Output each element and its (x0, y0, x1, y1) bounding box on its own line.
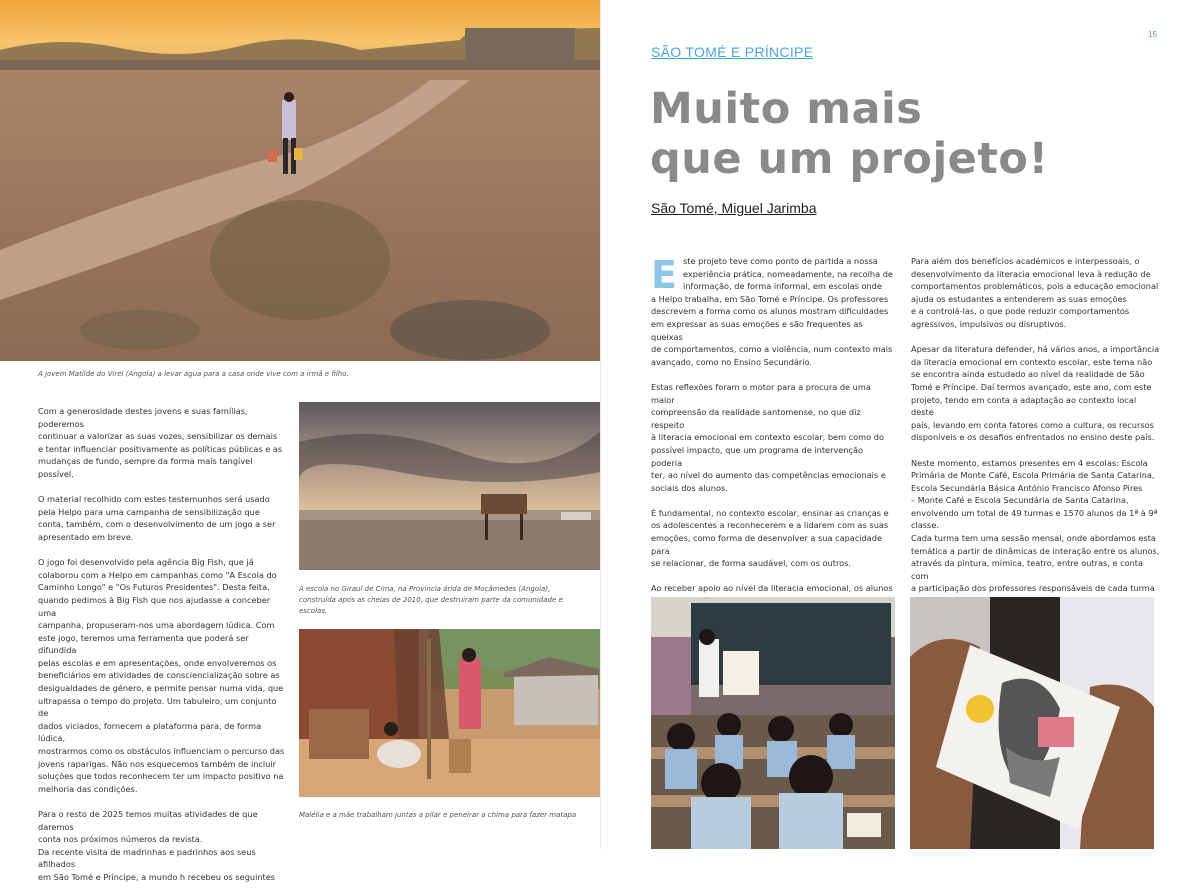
page-number: 15 (1148, 30, 1157, 39)
right-text-column (911, 255, 1161, 620)
paragraph: Para além dos benefícios académicos e interpessoais, o desenvolvimento da literacia emocional leva à redução de comportamentos problemáticos, pois a educação emocional ajuda os estudantes a entenderem as suas emoções e a controlá-las, o que pode reduzir comportamentos agressivos, impulsivos ou disruptivos. (911, 256, 1159, 329)
paragraph: Com a generosidade destes jovens e suas famílias, poderemos continuar a valorizar as suas vozes, sensibilizar os demais e tentar influenciar positivamente as políticas públicas e as mudanças de fundo, sempre da forma mais tangível possível. (38, 406, 283, 479)
page-title: Muito mais que um projeto! (650, 84, 1049, 184)
paragraph: O material recolhido com estes testemunhos será usado pela Helpo para uma campanha de sensibilização que conta, também, com o desenvolvimento de um jogo a ser apresentado em breve. (38, 494, 276, 542)
page-divider (600, 0, 601, 849)
top-landscape-photo (0, 0, 600, 361)
school-photo (299, 402, 600, 570)
top-photo-caption: A jovem Matilde do Virei (Angola) a levar água para a casa onde vive com a irmã e filho. (38, 370, 349, 378)
paragraph: É fundamental, no contexto escolar, ensinar as crianças e os adolescentes a reconhecerem e a lidarem com as suas emoções, como forma de desenvolver a sua capacidade para se relacionar, de forma saudável, com os outros. (651, 507, 889, 569)
school-photo-caption: A escola no Giraul de Cima, na Província árida de Moçâmedes (Angola), construída após as cheias de 2010, que destruíram parte da comunidade e escolas. (299, 585, 563, 615)
paragraph: Estas reflexões foram o motor para a procura de uma maior compreensão da realidade santomense, no que diz respeito à literacia emocional em contexto escolar, bem como do possível impacto, que um programa de intervenção poderia ter, ao nível do aumento das competências emocionais e sociais dos alunos. (651, 381, 886, 493)
left-text-column (38, 405, 288, 896)
author-line[interactable]: São Tomé, Miguel Jarimba (651, 200, 817, 216)
paragraph: Para o resto de 2025 temos muitas atividades de que daremos conta nos próximos números da revista. Da recente visita de madrinhas e padrinhos aos seus afilhados em São Tomé e Príncipe, a mundo h recebeu os seguintes (38, 809, 276, 882)
paragraph: O jogo foi desenvolvido pela agência Big Fish, que já colaborou com a Helpo em campanhas como "A Escola do Caminho Longo" e "Os Futuros Presidentes". Desta feita, quando pedimos à Big Fish que nos ajudasse a conceber uma campanha, propuseram-nos uma abordagem lúdica. Com este jogo, teremos uma ferramenta que poderá ser difundida pelas escolas e em apresentações, onde envolveremos os beneficiários em atividades de consciencialização sobre as desigualdades de género, e permite pensar numa vida, que ultrapassa o tempo do projeto. Um tabuleiro, um conjunto de dados viciados, fornecem a plataforma para, de forma lúdica, mostrarmos como os obstáculos influenciam o percurso das jovens raparigas. Não nos esquecemos também de incluir soluções que todos reconhecem ter um impacto positivo na melhoria das condições. (38, 557, 285, 794)
section-label[interactable]: SÃO TOMÉ E PRÍNCIPE (651, 44, 814, 60)
mother-photo-caption: Malélia e a mãe trabalham juntas a pilar e peneirar a chima para fazer matapa (299, 811, 577, 819)
classroom-photo (651, 597, 895, 849)
paragraph: Apesar da literatura defender, há vários anos, a importância da literacia emocional em contexto escolar, este tema não se encontra ainda estudado ao nível da realidade de São Tomé e Príncipe. Daí termos avançado, este ano, com este projeto, tendo em conta a adaptação ao contexto local deste país, levando em conta fatores como a cultura, os recursos disponíveis e os desafios enfrentados no ensino deste país. (911, 344, 1160, 443)
paragraph: Neste momento, estamos presentes em 4 escolas: Escola Primária de Monte Café, Escola Primária de Santa Catarina, Escola Secundária Básica António Francisco Afonso Pires – Monte Café e Escola Secundária de Santa Catarina, envolvendo um total de 49 turmas e 1570 alunos da 1ª à 9ª classe. Cada turma tem uma sessão mensal, onde abordamos esta temática a partir de dinâmicas de interação entre os alunos, através da pintura, mímica, teatro, entre outras, e conta com a participação dos professores responsáveis de cada turma (911, 457, 1160, 594)
paragraph: Ao receber apoio ao nível da literacia emocional, os alunos (651, 583, 893, 594)
dropcap: E (651, 253, 677, 297)
mother-daughter-photo (299, 629, 600, 797)
card-in-hands-photo (910, 597, 1154, 849)
paragraph-text: ste projeto teve como ponto de partida a nossa experiência prática, nomeadamente, na recolha de informação, de forma informal, em escolas onde a Helpo trabalha, em São Tomé e Príncipe. Os professores descrevem a forma como os alunos mostram dificuldades em expressar as suas emoções e são frequentes as queixas de comportamentos, como a violência, num contexto mais avançado, como no Ensino Secundário. (651, 256, 893, 367)
paragraph (651, 255, 896, 368)
